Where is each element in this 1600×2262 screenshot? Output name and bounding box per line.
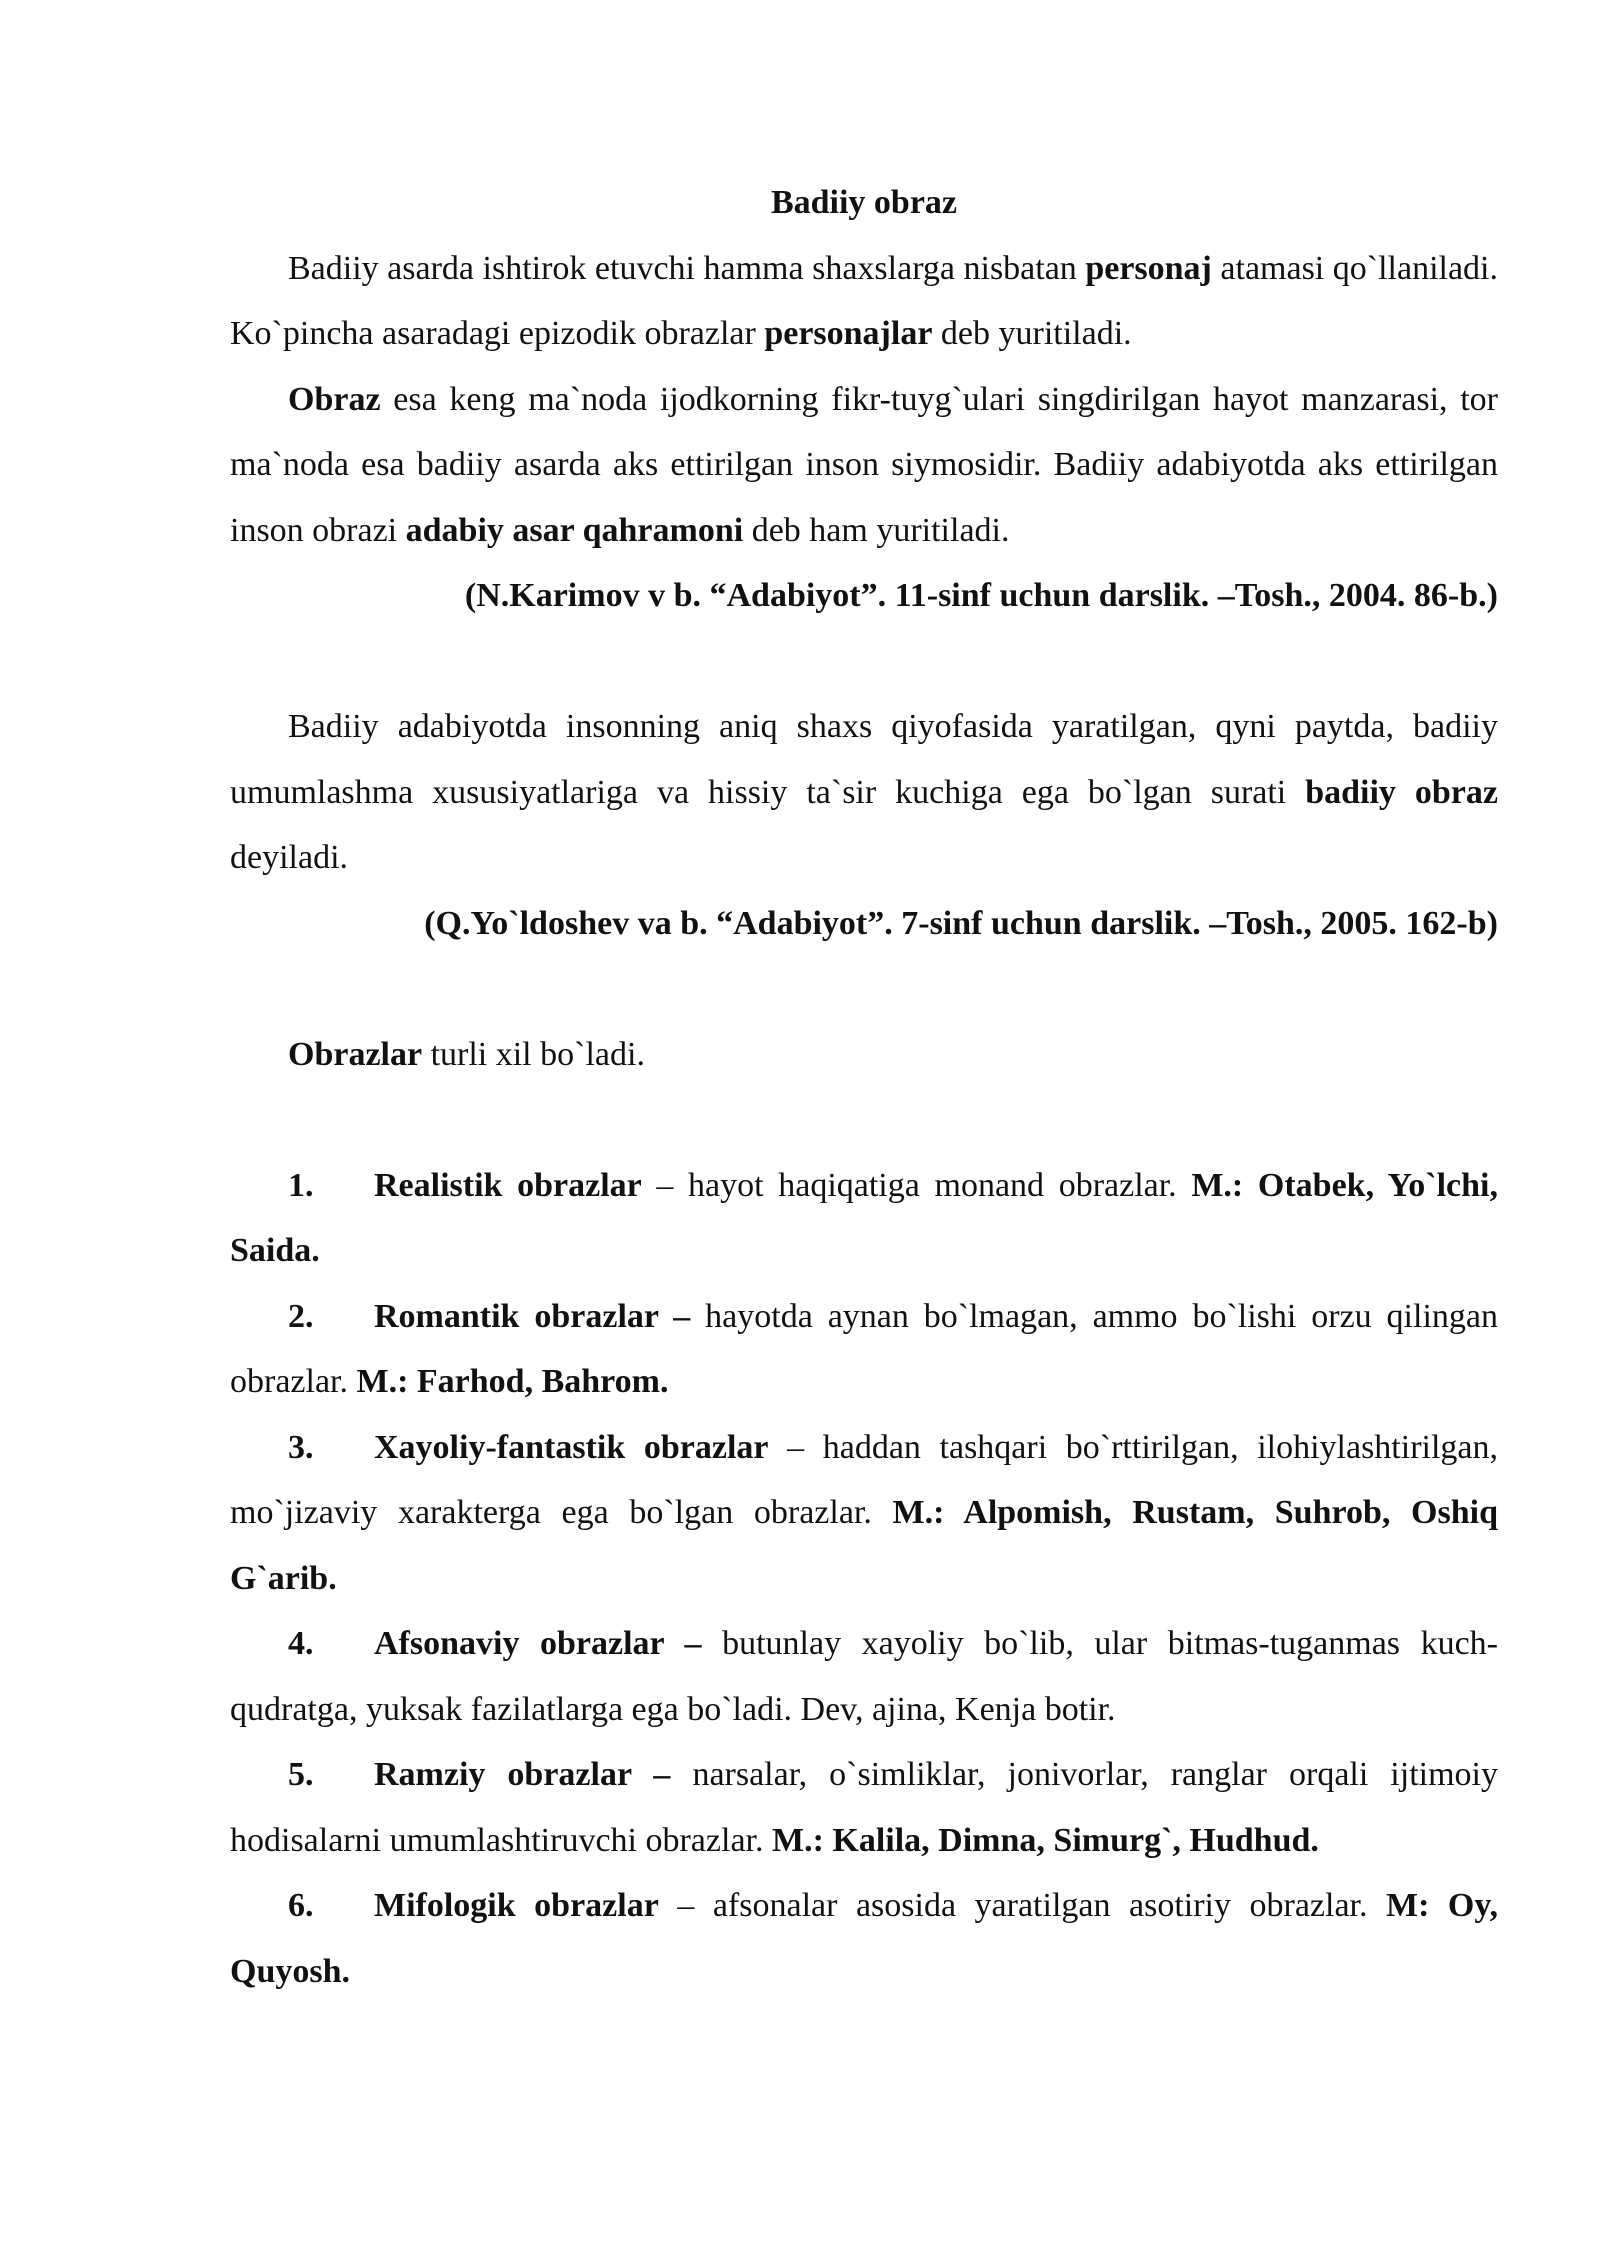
list-term: Realistik obrazlar bbox=[374, 1166, 642, 1204]
term-bold: Obrazlar bbox=[288, 1035, 423, 1073]
paragraph-personaj bbox=[230, 236, 1498, 367]
list-item bbox=[230, 1284, 1498, 1415]
text: deb ham yuritiladi. bbox=[743, 511, 1010, 549]
paragraph-definition bbox=[230, 694, 1498, 891]
paragraph-types-intro bbox=[230, 1022, 1498, 1088]
text: deb yuritiladi. bbox=[932, 315, 1132, 352]
term-bold: Obraz bbox=[288, 380, 381, 418]
list-text: hayotda aynan bo`lmagan, ammo bo`lishi orzu qilingan obrazlar. bbox=[230, 1297, 1498, 1400]
list-item bbox=[230, 1415, 1498, 1612]
list-number: 4. bbox=[288, 1625, 314, 1662]
list-examples: M.: Otabek, Yo`lchi, Saida. bbox=[230, 1166, 1498, 1269]
text: turli xil bo`ladi. bbox=[422, 1035, 645, 1073]
page-title: Badiiy obraz bbox=[770, 184, 958, 221]
list-term: Romantik obrazlar – bbox=[374, 1297, 691, 1335]
text: Badiiy adabiyotda insonning aniq shaxs qiyofasida yaratilgan, qyni paytda, badiiy umumlashma xususiyatlariga va hissiy ta`sir kuchiga ega bo`lgan surati bbox=[230, 708, 1498, 811]
text: deyiladi. bbox=[230, 839, 349, 876]
list-examples: M.: Alpomish, Rustam, Suhrob, Oshiq G`arib. bbox=[230, 1494, 1498, 1597]
citation-source-2: (Q.Yo`ldoshev va b. “Adabiyot”. 7-sinf uchun darslik. –Tosh., 2005. 162-b) bbox=[424, 904, 1498, 942]
term-bold: badiiy obraz bbox=[1305, 773, 1498, 811]
list-number: 1. bbox=[288, 1166, 314, 1204]
list-number: 3. bbox=[288, 1428, 314, 1466]
document-page bbox=[230, 170, 1498, 2004]
blank-line bbox=[230, 629, 1498, 695]
list-text: – hayot haqiqatiga monand obrazlar. bbox=[641, 1166, 1192, 1204]
list-text: – haddan tashqari bo`rttirilgan, ilohiylashtirilgan, mo`jizaviy xarakterga ega bo`lgan obrazlar. bbox=[230, 1428, 1499, 1531]
citation-source-1: (N.Karimov v b. “Adabiyot”. 11-sinf uchun darslik. –Tosh., 2004. 86-b.) bbox=[464, 577, 1498, 614]
list-item bbox=[230, 1742, 1498, 1873]
list-item bbox=[230, 1153, 1498, 1284]
list-term: Ramziy obrazlar – bbox=[374, 1756, 671, 1793]
list-term: Xayoliy-fantastik obrazlar bbox=[374, 1428, 769, 1466]
list-examples: M.: Kalila, Dimna, Simurg`, Hudhud. bbox=[771, 1821, 1319, 1859]
list-term: Mifologik obrazlar bbox=[374, 1887, 659, 1924]
term-bold: personajlar bbox=[764, 315, 933, 352]
paragraph-obraz bbox=[230, 367, 1498, 564]
term-bold: adabiy asar qahramoni bbox=[405, 511, 744, 549]
list-number: 2. bbox=[288, 1297, 314, 1335]
list-number: 5. bbox=[288, 1756, 314, 1793]
term-bold: personaj bbox=[1085, 249, 1212, 287]
list-text: butunlay xayoliy bo`lib, ular bitmas-tuganmas kuch-qudratga, yuksak fazilatlarga ega bo`ladi. Dev, ajina, Kenja botir. bbox=[230, 1625, 1498, 1728]
list-examples: M.: Farhod, Bahrom. bbox=[356, 1363, 669, 1400]
types-list bbox=[230, 1153, 1498, 2005]
blank-line bbox=[230, 1087, 1498, 1153]
list-item bbox=[230, 1873, 1498, 2004]
list-item bbox=[230, 1611, 1498, 1742]
list-text: – afsonalar asosida yaratilgan asotiriy obrazlar. bbox=[658, 1887, 1386, 1924]
list-text: narsalar, o`simliklar, jonivorlar, ranglar orqali ijtimoiy hodisalarni umumlashtiruvchi obrazlar. bbox=[230, 1756, 1498, 1859]
text: atamasi qo`llaniladi. Ko`pincha asaradagi epizodik obrazlar bbox=[230, 249, 1498, 352]
text: Badiiy asarda ishtirok etuvchi hamma shaxslarga nisbatan bbox=[288, 249, 1086, 287]
list-examples: M: Oy, Quyosh. bbox=[230, 1887, 1498, 1990]
text: esa keng ma`noda ijodkorning fikr-tuyg`ulari singdirilgan hayot manzarasi, tor ma`noda esa badiiy asarda aks ettirilgan inson siymosidir. Badiiy adabiyotda aks ettirilgan inson obrazi bbox=[230, 380, 1498, 549]
blank-line bbox=[230, 956, 1498, 1022]
list-number: 6. bbox=[288, 1887, 314, 1924]
list-term: Afsonaviy obrazlar – bbox=[374, 1625, 702, 1662]
